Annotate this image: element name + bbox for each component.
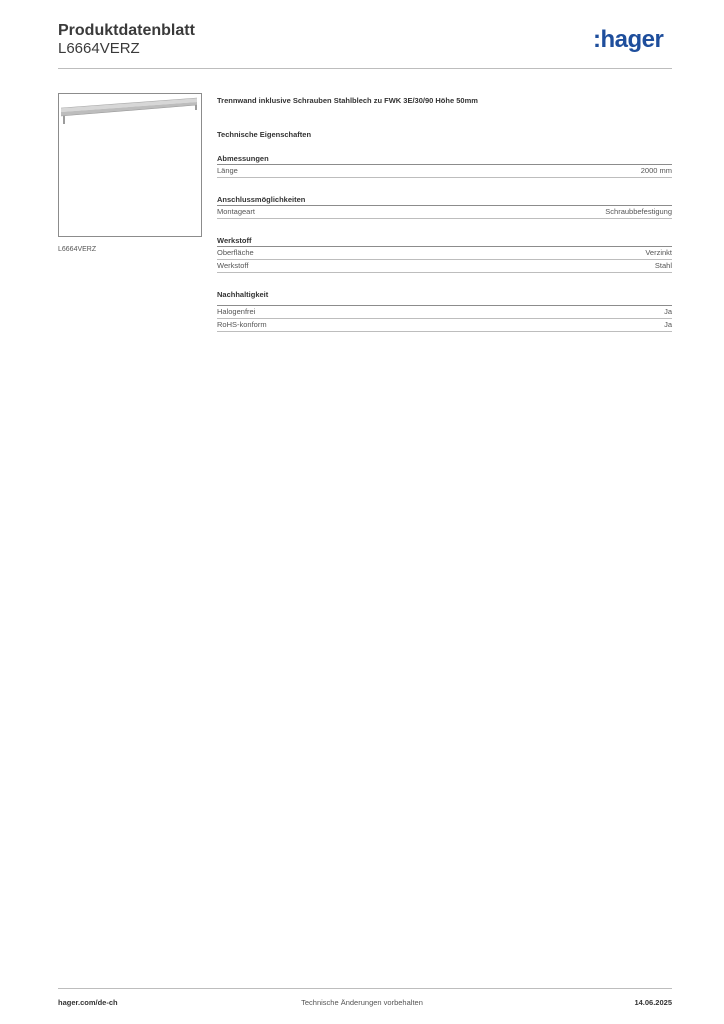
section-anschluss [217,194,672,219]
property-row [217,247,672,260]
property-value: Stahl [654,261,672,270]
tech-properties-title: Technische Eigenschaften [217,130,312,139]
section-title: Nachhaltigkeit [217,289,672,306]
footer-notice: Technische Änderungen vorbehalten [301,998,423,1007]
property-label: Länge [217,166,238,175]
section-title: Abmessungen [217,153,672,165]
property-value: 2000 mm [640,166,672,175]
property-value: Schraubbefestigung [605,207,672,216]
property-label: RoHS-konform [217,320,267,329]
product-image-frame [58,93,202,237]
section-title: Anschlussmöglichkeiten [217,194,672,206]
footer-website-link[interactable]: hager.com/de-ch [58,998,118,1007]
property-row [217,165,672,178]
property-value: Ja [664,320,672,329]
property-label: Oberfläche [217,248,254,257]
section-abmessungen [217,153,672,178]
page-title: Produktdatenblatt [58,22,195,39]
property-row [217,319,672,332]
product-code: L6664VERZ [58,40,140,57]
hager-logo: :hager [593,26,664,53]
footer-date: 14.06.2025 [634,998,672,1007]
header-divider [58,68,672,69]
property-row [217,260,672,273]
product-description: Trennwand inklusive Schrauben Stahlblech zu FWK 3E/30/90 Höhe 50mm [217,96,478,105]
property-value: Ja [664,307,672,316]
footer-divider [58,988,672,989]
partition-rail-image [59,94,201,236]
property-label: Werkstoff [217,261,249,270]
property-label: Montageart [217,207,255,216]
property-row [217,206,672,219]
property-row [217,306,672,319]
section-nachhaltigkeit [217,289,672,332]
section-title: Werkstoff [217,235,672,247]
section-werkstoff [217,235,672,273]
product-image-caption: L6664VERZ [58,246,97,253]
product-details [217,95,672,332]
property-value: Verzinkt [645,248,672,257]
property-label: Halogenfrei [217,307,256,316]
